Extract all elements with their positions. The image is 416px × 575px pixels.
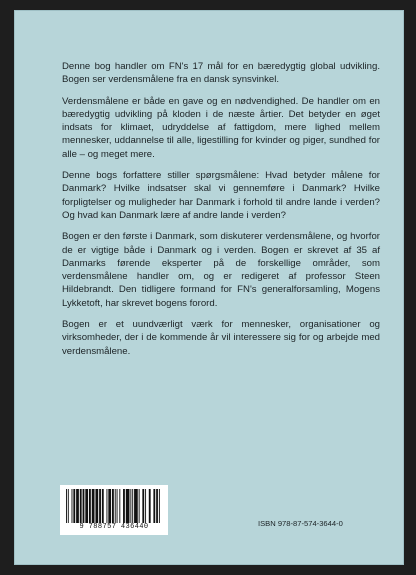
barcode-bar — [117, 489, 118, 523]
blurb-paragraph-5: Bogen er et uundværligt værk for mennesker, organisationer og virksomheder, der i de kommende år vil interessere sig for og arbejde med verdensmålene. — [62, 319, 380, 357]
barcode-bar — [153, 489, 155, 523]
barcode — [60, 485, 168, 535]
barcode-bar — [142, 489, 144, 523]
barcode-bar — [119, 489, 120, 523]
barcode-bar — [102, 489, 104, 523]
barcode-bar — [66, 489, 67, 523]
barcode-bar — [159, 489, 160, 523]
barcode-bar — [123, 489, 125, 523]
barcode-bar — [112, 489, 114, 523]
barcode-bar — [145, 489, 146, 523]
isbn-label: ISBN 978-87-574-3644-0 — [258, 519, 343, 528]
barcode-bar — [68, 489, 69, 523]
barcode-bar — [72, 489, 73, 523]
barcode-bar — [134, 489, 138, 523]
barcode-bar — [139, 489, 140, 523]
blurb-text — [62, 60, 380, 366]
book-back-cover — [14, 10, 404, 565]
barcode-bar — [76, 489, 79, 523]
blurb-paragraph-2: Verdensmålene er både en gave og en nødvendighed. De handler om en bæredygtig udvikling på kloden i de næste årtier. Det betyder en øget indsats for klimaet, udryddelse af fattigdom, mere lighed mellem mennesker, uddannelse til alle, ligestilling for kvinder og piger, sundhed for alle – og meget mere. — [62, 95, 380, 160]
blurb-paragraph-1: Denne bog handler om FN's 17 mål for en bæredygtig global udvikling. Bogen ser verdensmålene fra en dansk synsvinkel. — [62, 61, 380, 86]
barcode-bar — [106, 489, 107, 523]
blurb-paragraph-3: Denne bogs forfattere stiller spørgsmålene: Hvad betyder målene for Danmark? Hvilke indsatser skal vi gennemføre i Danmark? Hvilke forpligtelser og muligheder har Danmark i forhold til andre lande i verden? Og hvad kan Danmark lære af andre lande i verden? — [62, 170, 380, 221]
barcode-bar — [85, 489, 88, 523]
barcode-bars — [66, 489, 164, 523]
barcode-bar — [83, 489, 85, 523]
blurb-paragraph-4: Bogen er den første i Danmark, som diskuterer verdensmålene, og hvorfor de er vigtige både i Danmark og i verden. Bogen er skrevet af 35 af Danmarks førende eksperter på de forskellige områder, som verdensmålene handler om, og er redigeret af professor Steen Hildebrandt. Den tidligere formand for FN's generalforsamling, Mogens Lykketoft, har skrevet bogens forord. — [62, 231, 380, 309]
barcode-bar — [149, 489, 151, 523]
barcode-bar — [115, 489, 116, 523]
barcode-bar — [126, 489, 130, 523]
barcode-bar — [80, 489, 82, 523]
barcode-bar — [89, 489, 91, 523]
barcode-bar — [92, 489, 95, 523]
barcode-bar — [99, 489, 101, 523]
barcode-bar — [156, 489, 157, 523]
barcode-bar — [95, 489, 98, 523]
barcode-bar — [108, 489, 111, 523]
barcode-bar — [132, 489, 133, 523]
barcode-bar — [130, 489, 131, 523]
barcode-digits: 9 788757 436440 — [79, 523, 149, 531]
barcode-bar — [157, 489, 158, 523]
barcode-bar — [73, 489, 75, 523]
